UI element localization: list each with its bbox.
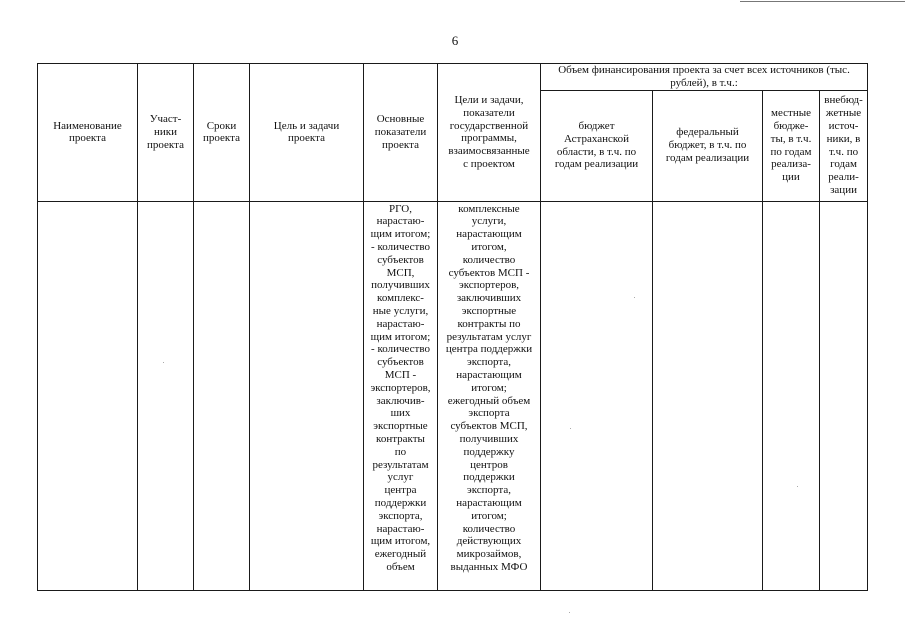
header-indicators: Основные показатели проекта (364, 64, 438, 202)
header-extrabudgetary: внебюд- жетные источ- ники, в т.ч. по годам реали- зации (820, 90, 868, 201)
cell-extrabudgetary (820, 201, 868, 590)
scan-speck (570, 428, 571, 429)
header-regional-budget: бюджет Астраханской области, в т.ч. по годам реализации (541, 90, 653, 201)
cell-state-program: комплексные услуги, нарастающим итогом, количество субъектов МСП - экспортеров, заключивших экспортные контракты по результатам услуг центра поддержки экспорта, нарастающим итогом; ежегодный объем экспорта субъектов МСП, получивших поддержку центров поддержки экспорта, нарастающим итогом; количество действующих микрозаймов, выданных МФО (438, 201, 541, 590)
cell-goal (250, 201, 364, 590)
top-rule (740, 1, 905, 2)
cell-project-name (38, 201, 138, 590)
header-federal-budget: федеральный бюджет, в т.ч. по годам реализации (653, 90, 763, 201)
scan-speck (634, 297, 635, 298)
cell-regional-budget (541, 201, 653, 590)
header-goal: Цель и задачи проекта (250, 64, 364, 202)
cell-federal-budget (653, 201, 763, 590)
header-local-budgets: местные бюдже- ты, в т.ч. по годам реализа- ции (763, 90, 820, 201)
cell-local-budgets (763, 201, 820, 590)
cell-indicators: РГО, нарастаю- щим итогом; - количество субъектов МСП, получивших комплекс- ные услуги, нарастаю- щим итогом; - количество субъектов МСП - экспортеров, заключив- ших экспортные контракты по результатам услуг центра поддержки экспорта, нарастаю- щим итогом, ежегодный объем (364, 201, 438, 590)
header-participants: Участ- ники проекта (138, 64, 194, 202)
scan-speck (163, 362, 164, 363)
scan-speck (569, 612, 570, 613)
cell-deadlines (194, 201, 250, 590)
header-deadlines: Сроки проекта (194, 64, 250, 202)
header-project-name: Наименование проекта (38, 64, 138, 202)
scan-speck (797, 486, 798, 487)
financing-table (37, 63, 868, 591)
header-financing-title: Объем финансирования проекта за счет всех источников (тыс. рублей), в т.ч.: (541, 64, 868, 91)
cell-participants (138, 201, 194, 590)
header-state-program: Цели и задачи, показатели государственной программы, взаимосвязанные с проектом (438, 64, 541, 202)
page-number: 6 (451, 33, 459, 48)
